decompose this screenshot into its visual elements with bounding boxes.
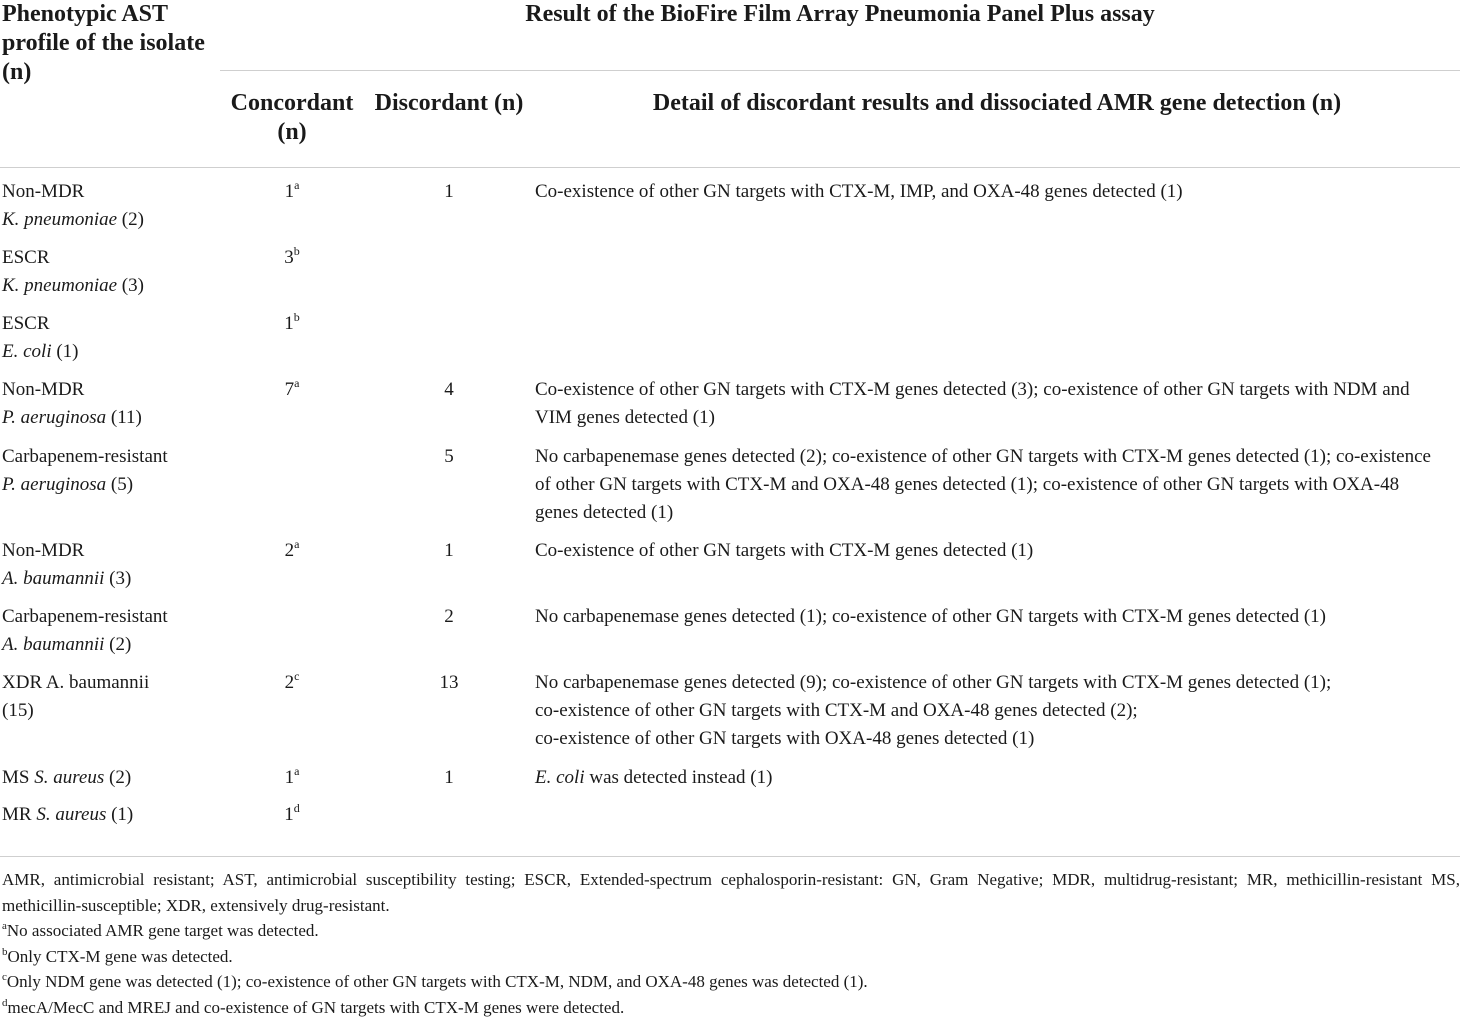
table-row (0, 603, 1460, 669)
profile-count: (2) (104, 634, 131, 655)
detail-cell (534, 801, 1460, 838)
organism-name: P. aeruginosa (2, 407, 106, 428)
detail-line: No carbapenemase genes detected (9); co-existence of other GN targets with CTX-M genes detected (1); (535, 672, 1331, 693)
footnote-mark: b (294, 310, 300, 324)
detail-cell: No carbapenemase genes detected (1); co-existence of other GN targets with CTX-M genes detected (1) (534, 603, 1460, 669)
footnote-mark: d (294, 801, 300, 815)
header-profile: Phenotypic AST profile of the isolate (n) (0, 0, 220, 168)
footnote-mark: a (294, 764, 299, 778)
detail-text: was detected instead (1) (585, 767, 773, 788)
organism-name: K. pneumoniae (2, 209, 117, 230)
organism-name: S. aureus (34, 767, 104, 788)
profile-cell (0, 244, 220, 310)
discordant-cell: 2 (364, 603, 534, 669)
table-row (0, 376, 1460, 443)
footnote-b (0, 944, 1460, 970)
footnote-mark: a (294, 537, 299, 551)
concordant-cell (220, 376, 364, 443)
discordant-cell (364, 801, 534, 838)
footnote-text: Only NDM gene was detected (1); co-existence of other GN targets with CTX-M, NDM, and OXA-48 genes was detected (1). (7, 972, 868, 991)
profile-cell (0, 801, 220, 838)
profile-cell (0, 310, 220, 376)
concordant-value: 1 (284, 313, 294, 334)
detail-cell: Co-existence of other GN targets with CTX-M genes detected (1) (534, 537, 1460, 603)
organism-name: K. pneumoniae (2, 275, 117, 296)
discordant-cell: 1 (364, 537, 534, 603)
concordant-cell (220, 603, 364, 669)
concordant-cell (220, 801, 364, 838)
table-row (0, 244, 1460, 310)
concordant-value: 7 (285, 379, 295, 400)
profile-count: (2) (104, 767, 131, 788)
profile-cell (0, 178, 220, 244)
discordant-cell (364, 244, 534, 310)
profile-line1: Non-MDR (2, 379, 84, 400)
organism-name: A. baumannii (2, 634, 104, 655)
detail-cell (534, 764, 1460, 801)
profile-cell (0, 669, 220, 764)
profile-prefix: MS (2, 767, 34, 788)
footnote-mark: b (2, 946, 8, 958)
table-row (0, 310, 1460, 376)
concordant-cell (220, 244, 364, 310)
table-row (0, 443, 1460, 537)
organism-name: P. aeruginosa (2, 474, 106, 495)
detail-line: co-existence of other GN targets with CTX-M and OXA-48 genes detected (2); (535, 700, 1138, 721)
concordant-cell (220, 764, 364, 801)
table-row (0, 178, 1460, 244)
profile-count: (3) (117, 275, 144, 296)
profile-line1: Non-MDR (2, 181, 84, 202)
profile-count: (1) (106, 804, 133, 825)
footnote-text: mecA/MecC and MREJ and co-existence of GN targets with CTX-M genes were detected. (8, 998, 625, 1017)
profile-line1: Carbapenem-resistant (2, 446, 168, 467)
detail-cell (534, 310, 1460, 376)
footnote-mark: c (2, 971, 7, 983)
detail-cell (534, 669, 1460, 764)
concordant-cell (220, 669, 364, 764)
table-row (0, 669, 1460, 764)
profile-count: (3) (104, 568, 131, 589)
detail-cell: Co-existence of other GN targets with CTX-M genes detected (3); co-existence of other GN targets with NDM and VIM genes detected (1) (534, 376, 1460, 443)
footnote-d (0, 995, 1460, 1020)
profile-cell (0, 603, 220, 669)
profile-line1: Non-MDR (2, 540, 84, 561)
profile-line1: Carbapenem-resistant (2, 606, 168, 627)
profile-line1: ESCR (2, 247, 50, 268)
profile-count: (5) (106, 474, 133, 495)
discordant-cell: 5 (364, 443, 534, 537)
concordant-value: 2 (285, 540, 295, 561)
profile-count: (1) (52, 341, 79, 362)
detail-cell (534, 244, 1460, 310)
profile-cell (0, 376, 220, 443)
table-row (0, 801, 1460, 838)
organism-name: S. aureus (36, 804, 106, 825)
footnote-c (0, 969, 1460, 995)
detail-organism: E. coli (535, 767, 585, 788)
abbreviations-note: AMR, antimicrobial resistant; AST, antimicrobial susceptibility testing; ESCR, Extended-spectrum cephalosporin-resistant: GN, Gram Negative; MDR, multidrug-resistant; MR, methicillin-resistant MS, methicillin-susceptible; XDR, extensively drug-resistant. (0, 857, 1460, 918)
detail-line: co-existence of other GN targets with OXA-48 genes detected (1) (535, 728, 1034, 749)
footnote-mark: a (2, 920, 7, 932)
profile-cell (0, 537, 220, 603)
discordant-cell: 13 (364, 669, 534, 764)
organism-name: E. coli (2, 341, 52, 362)
discordant-cell: 4 (364, 376, 534, 443)
detail-cell: Co-existence of other GN targets with CTX-M, IMP, and OXA-48 genes detected (1) (534, 178, 1460, 244)
profile-count: (2) (117, 209, 144, 230)
detail-cell: No carbapenemase genes detected (2); co-existence of other GN targets with CTX-M genes detected (1); co-existence of other GN targets with CTX-M and OXA-48 genes detected (1); co-existence of other GN targets with OXA-48 genes detected (1) (534, 443, 1460, 537)
concordant-value: 3 (284, 247, 294, 268)
header-discordant: Discordant (n) (364, 71, 534, 168)
footnote-mark: a (294, 376, 299, 390)
concordant-value: 1 (284, 804, 294, 825)
concordant-value: 1 (285, 767, 295, 788)
discordant-cell: 1 (364, 178, 534, 244)
footnote-mark: b (294, 244, 300, 258)
concordant-cell (220, 537, 364, 603)
header-group: Result of the BioFire Film Array Pneumonia Panel Plus assay (220, 0, 1460, 71)
profile-cell (0, 764, 220, 801)
profile-prefix: MR (2, 804, 36, 825)
concordant-value: 1 (285, 181, 295, 202)
concordant-cell (220, 443, 364, 537)
concordant-cell (220, 178, 364, 244)
profile-count: (11) (106, 407, 142, 428)
footnote-text: Only CTX-M gene was detected. (8, 947, 233, 966)
organism-name: A. baumannii (2, 568, 104, 589)
footnote-a (0, 918, 1460, 944)
header-detail: Detail of discordant results and dissociated AMR gene detection (n) (534, 71, 1460, 168)
footnote-text: No associated AMR gene target was detected. (7, 921, 319, 940)
profile-line2: (15) (2, 700, 34, 721)
profile-cell (0, 443, 220, 537)
table-row (0, 537, 1460, 603)
footnote-mark: d (2, 997, 8, 1009)
profile-line1: ESCR (2, 313, 50, 334)
concordant-value: 2 (285, 672, 295, 693)
header-concordant: Concordant (n) (220, 71, 364, 168)
footnote-mark: c (294, 669, 299, 683)
footnote-mark: a (294, 178, 299, 192)
table-footnotes (0, 856, 1460, 1020)
table-row (0, 764, 1460, 801)
discordant-cell: 1 (364, 764, 534, 801)
concordant-cell (220, 310, 364, 376)
discordant-cell (364, 310, 534, 376)
profile-line1: XDR A. baumannii (2, 672, 149, 693)
